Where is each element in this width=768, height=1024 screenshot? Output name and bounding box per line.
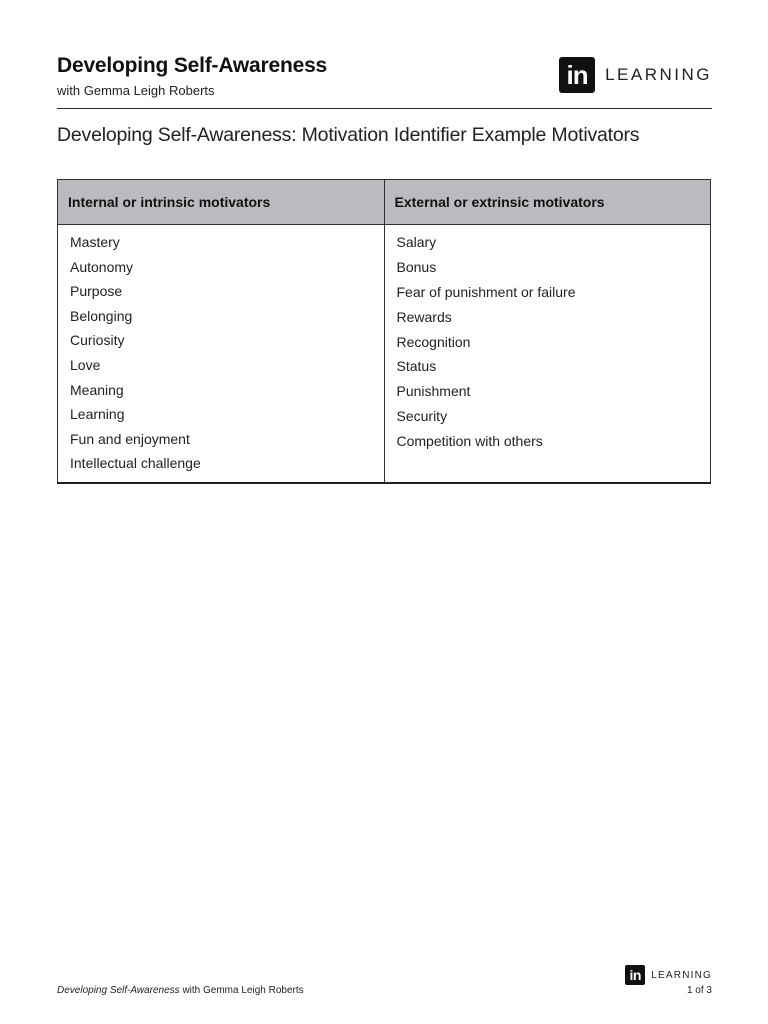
table-row bbox=[58, 225, 711, 483]
list-item: Intellectual challenge bbox=[70, 455, 201, 472]
footer-credit bbox=[57, 985, 304, 996]
list-item: Meaning bbox=[70, 381, 124, 398]
list-item: Autonomy bbox=[70, 258, 134, 275]
logo-wordmark: LEARNING bbox=[605, 65, 712, 84]
external-motivators-cell bbox=[384, 225, 711, 483]
page-header bbox=[57, 54, 712, 109]
internal-motivators-list bbox=[70, 230, 372, 476]
list-item: Salary bbox=[396, 234, 437, 250]
linkedin-in-icon: in bbox=[559, 57, 595, 93]
footer-linkedin-learning-logo bbox=[625, 965, 712, 985]
linkedin-learning-logo bbox=[559, 56, 712, 94]
document-title: Developing Self-Awareness: Motivation Identifier Example Motivators bbox=[57, 124, 640, 146]
course-title: Developing Self-Awareness bbox=[57, 54, 328, 77]
footer-logo-wordmark: LEARNING bbox=[651, 969, 712, 981]
list-item: Status bbox=[396, 358, 437, 375]
list-item: Punishment bbox=[396, 383, 471, 400]
external-motivators-list bbox=[397, 230, 699, 454]
motivators-table bbox=[57, 179, 711, 484]
footer-instructor: with Gemma Leigh Roberts bbox=[182, 985, 304, 996]
list-item: Fear of punishment or failure bbox=[396, 283, 576, 300]
list-item: Purpose bbox=[70, 283, 123, 300]
list-item: Security bbox=[396, 408, 448, 425]
instructor-name: with Gemma Leigh Roberts bbox=[57, 83, 215, 98]
list-item: Curiosity bbox=[70, 332, 125, 349]
list-item: Mastery bbox=[70, 234, 120, 250]
internal-motivators-cell bbox=[58, 225, 385, 483]
list-item: Competition with others bbox=[396, 433, 543, 450]
list-item: Bonus bbox=[396, 258, 437, 275]
linkedin-in-icon: in bbox=[625, 965, 645, 985]
list-item: Rewards bbox=[396, 308, 452, 325]
table-header-row bbox=[58, 180, 711, 225]
list-item: Fun and enjoyment bbox=[70, 430, 190, 447]
list-item: Learning bbox=[70, 406, 125, 423]
list-item: Love bbox=[70, 356, 101, 373]
footer-course-title: Developing Self-Awareness bbox=[57, 985, 180, 996]
column-header-external: External or extrinsic motivators bbox=[384, 180, 711, 225]
column-header-internal: Internal or intrinsic motivators bbox=[58, 180, 385, 225]
list-item: Belonging bbox=[70, 307, 133, 324]
page-number: 1 of 3 bbox=[686, 985, 712, 996]
list-item: Recognition bbox=[396, 333, 471, 350]
